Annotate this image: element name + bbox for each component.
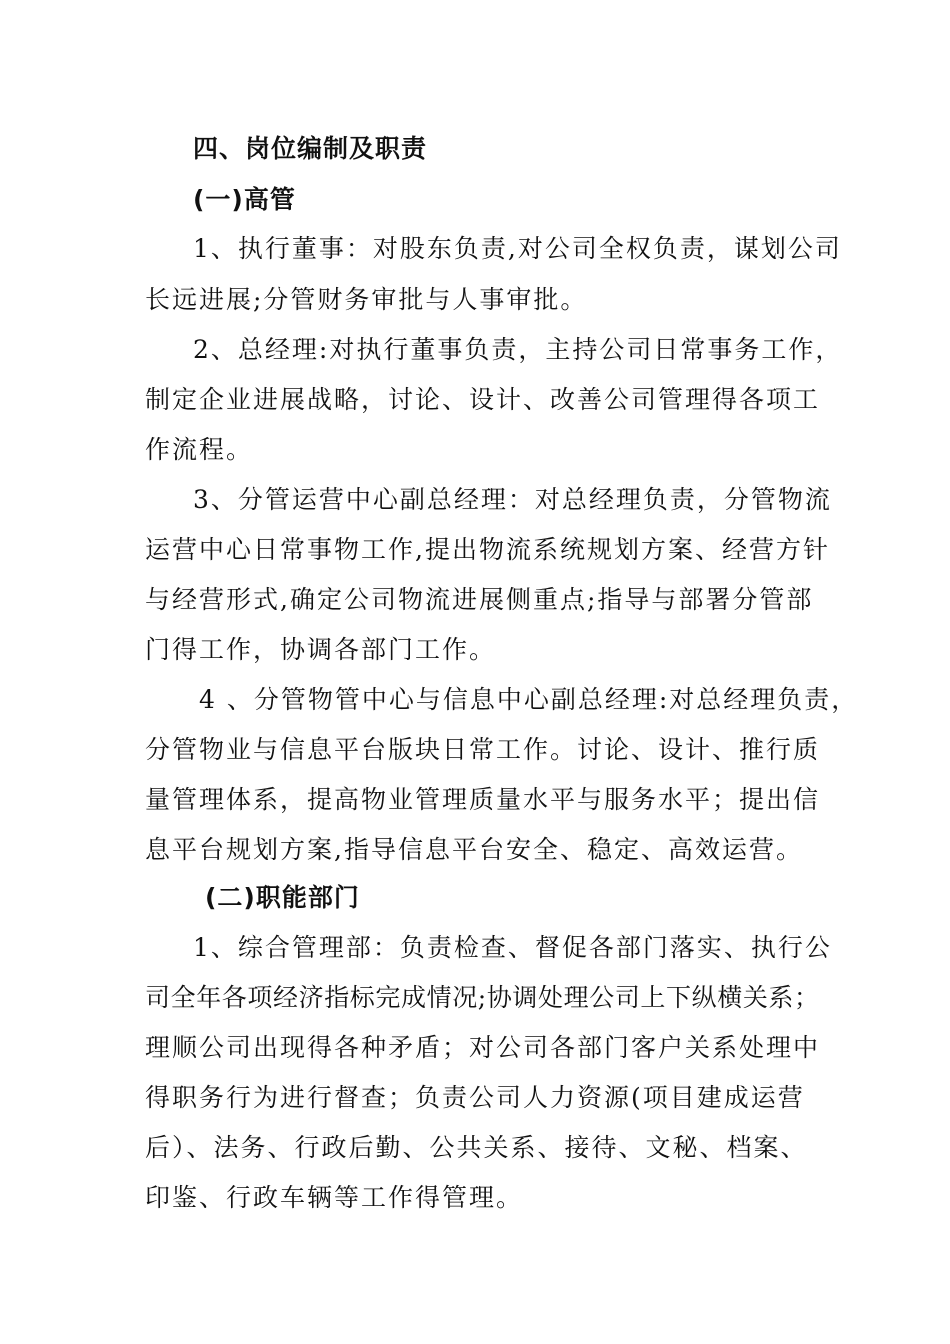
paragraph-line: 制定企业进展战略，讨论、设计、改善公司管理得各项工 [145,385,821,414]
paragraph-line: 长远进展;分管财务审批与人事审批。 [145,285,588,314]
paragraph-line: 与经营形式,确定公司物流进展侧重点;指导与部署分管部 [145,585,814,614]
paragraph-line: 3、分管运营中心副总经理：对总经理负责，分管物流 [193,485,832,514]
paragraph-line: 印鉴、行政车辆等工作得管理。 [145,1183,524,1212]
subsection-heading-executives: (一)高管 [193,185,296,214]
subsection-heading-departments: (二)职能部门 [205,883,360,912]
paragraph-line: 量管理体系，提高物业管理质量水平与服务水平；提出信 [145,785,821,814]
paragraph-line: 分管物业与信息平台版块日常工作。讨论、设计、推行质 [145,735,821,764]
paragraph-line: 4 、分管物管中心与信息中心副总经理:对总经理负责， [199,685,859,714]
paragraph-line: 息平台规划方案,指导信息平台安全、稳定、高效运营。 [145,835,803,864]
section-heading: 四、岗位编制及职责 [193,134,428,163]
paragraph-line: 2、总经理:对执行董事负责，主持公司日常事务工作， [193,335,843,364]
paragraph-line: 作流程。 [145,435,254,464]
paragraph-line: 1、执行董事：对股东负责,对公司全权负责，谋划公司 [193,234,842,263]
paragraph-line: 得职务行为进行督查；负责公司人力资源(项目建成运营 [145,1083,805,1112]
paragraph-line: 后）、法务、行政后勤、公共关系、接待、文秘、档案、 [145,1133,808,1162]
paragraph-line: 理顺公司出现得各种矛盾；对公司各部门客户关系处理中 [145,1033,821,1062]
paragraph-line: 司全年各项经济指标完成情况;协调处理公司上下纵横关系； [145,983,820,1012]
paragraph-line: 1、综合管理部：负责检查、督促各部门落实、执行公 [193,933,832,962]
paragraph-line: 运营中心日常事物工作,提出物流系统规划方案、经营方针 [145,535,830,564]
paragraph-line: 门得工作，协调各部门工作。 [145,635,497,664]
